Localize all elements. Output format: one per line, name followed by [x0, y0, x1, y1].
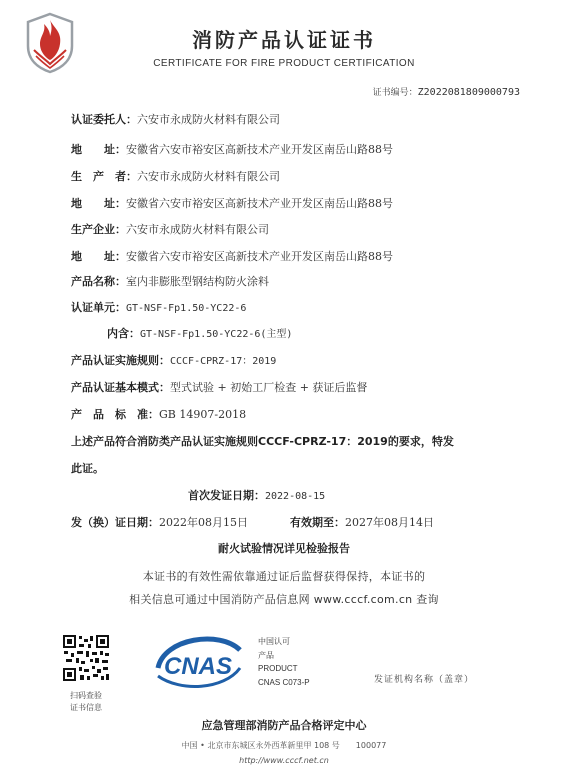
- qr-caption-line2: 证书信息: [70, 703, 102, 712]
- expiry-value: 2027年08月14日: [345, 516, 434, 529]
- conformity-statement-line2: 此证。: [71, 462, 104, 475]
- issue-value: 2022年08月15日: [159, 516, 248, 529]
- field-value: GT-NSF-Fp1.50-YC22-6(主型): [140, 329, 293, 340]
- field-includes: [107, 325, 292, 341]
- field-label: 产 品 标 准：: [71, 408, 159, 421]
- field-value: 安徽省六安市裕安区高新技术产业开发区南岳山路88号: [126, 250, 393, 263]
- issuing-body-seal-label: 发证机构名称（盖章）: [374, 675, 475, 685]
- field-label: 内含：: [107, 327, 140, 340]
- field-certification-mode: [71, 379, 367, 395]
- expiry-date: [290, 514, 434, 530]
- validity-note-line2: 相关信息可通过中国消防产品信息网 www.cccf.com.cn 查询: [129, 593, 439, 606]
- cnas-line1: 中国认可: [258, 637, 290, 646]
- field-certification-unit: [71, 299, 246, 315]
- field-label: 产品认证实施规则：: [71, 354, 170, 367]
- validity-note-line1: 本证书的有效性需依靠通过证后监督获得保持，本证书的: [142, 570, 426, 583]
- field-manufacturer: [71, 168, 280, 184]
- issuing-center-address: 中国 • 北京市东城区永外西革新里甲 108 号 100077: [181, 741, 387, 750]
- field-label: 生 产 者：: [71, 170, 137, 183]
- cnas-line3: PRODUCT: [258, 664, 298, 673]
- certificate-number: [373, 85, 520, 98]
- certificate-title-cn: 消防产品认证证书: [192, 28, 376, 52]
- field-applicant: [71, 111, 280, 127]
- first-issue-label: 首次发证日期：: [188, 489, 265, 502]
- field-applicant-address: [71, 141, 393, 157]
- field-factory: [71, 221, 269, 237]
- field-label: 地 址：: [71, 250, 126, 263]
- field-label: 产品认证基本模式：: [71, 381, 170, 394]
- fire-test-report-note: 耐火试验情况详见检验报告: [218, 542, 350, 555]
- field-value: 安徽省六安市裕安区高新技术产业开发区南岳山路88号: [126, 143, 393, 156]
- field-label: 生产企业：: [71, 223, 126, 236]
- certificate-title-en: CERTIFICATE FOR FIRE PRODUCT CERTIFICATION: [153, 58, 415, 69]
- field-label: 认证单元：: [71, 301, 126, 314]
- field-value: 型式试验 + 初始工厂检查 + 获证后监督: [170, 381, 368, 394]
- field-value: 六安市永成防火材料有限公司: [126, 223, 269, 236]
- field-implementation-rules: [71, 352, 276, 368]
- cnas-logo-text: CNAS: [163, 653, 233, 680]
- qr-code-icon[interactable]: [62, 634, 110, 682]
- issue-date: [71, 514, 248, 530]
- field-value: 室内非膨胀型钢结构防火涂料: [126, 275, 269, 288]
- cnas-line4: CNAS C073-P: [258, 678, 310, 687]
- cnas-line2: 产品: [258, 651, 274, 660]
- field-label: 地 址：: [71, 143, 126, 156]
- field-value: CCCF-CPRZ-17：2019: [170, 356, 277, 367]
- field-label: 地 址：: [71, 197, 126, 210]
- field-label: 认证委托人：: [71, 113, 137, 126]
- field-value: GB 14907-2018: [159, 408, 247, 421]
- field-value: GT-NSF-Fp1.50-YC22-6: [126, 303, 247, 314]
- first-issue-date: [188, 487, 325, 503]
- issuing-center-website[interactable]: http://www.cccf.net.cn: [239, 756, 329, 765]
- field-label: 产品名称：: [71, 275, 126, 288]
- first-issue-value: 2022-08-15: [265, 491, 326, 502]
- field-factory-address: [71, 248, 393, 264]
- field-product-standard: [71, 406, 246, 422]
- expiry-label: 有效期至：: [290, 516, 345, 529]
- field-value: 安徽省六安市裕安区高新技术产业开发区南岳山路88号: [126, 197, 393, 210]
- qr-caption-line1: 扫码查验: [70, 691, 102, 700]
- cnas-logo-icon: [150, 628, 246, 696]
- issue-label: 发（换）证日期：: [71, 516, 159, 529]
- conformity-statement-line1: 上述产品符合消防类产品认证实施规则CCCF-CPRZ-17：2019的要求，特发: [71, 435, 454, 448]
- certificate-number-value: Z2022081809000793: [417, 87, 520, 98]
- field-value: 六安市永成防火材料有限公司: [137, 170, 280, 183]
- field-manufacturer-address: [71, 195, 393, 211]
- field-product-name: [71, 273, 269, 289]
- field-value: 六安市永成防火材料有限公司: [137, 113, 280, 126]
- issuing-center-name: 应急管理部消防产品合格评定中心: [201, 719, 367, 732]
- certificate-number-label: 证书编号：: [372, 88, 418, 98]
